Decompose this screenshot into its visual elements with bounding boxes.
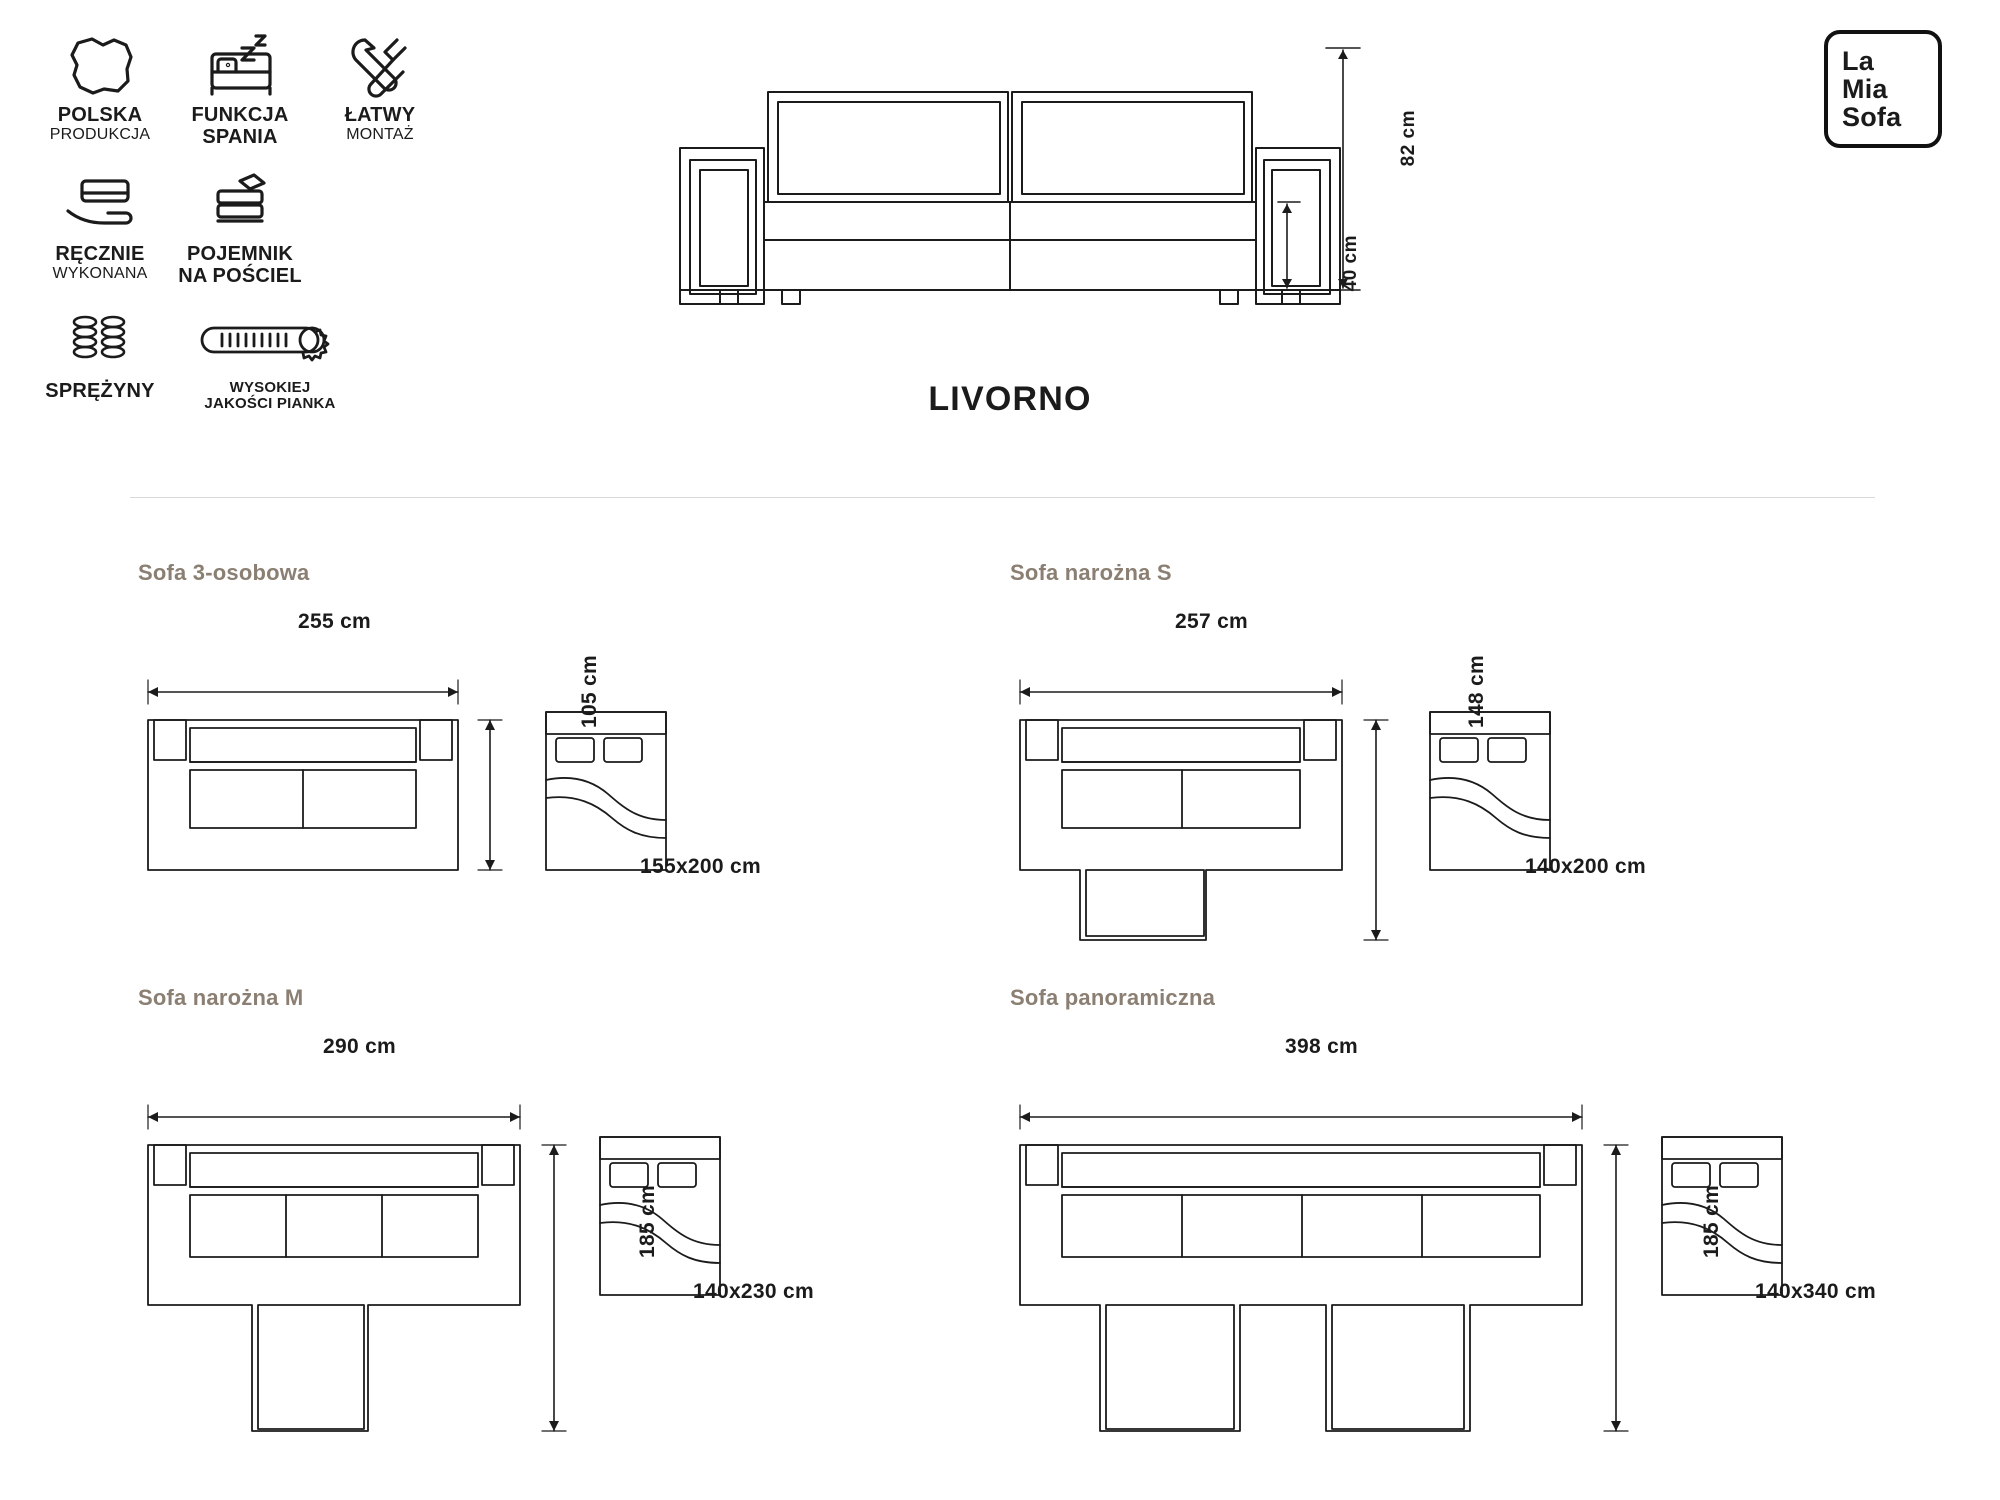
panel-width-label: 290 cm bbox=[323, 1035, 397, 1058]
feature-label-line2: SPANIA bbox=[202, 126, 278, 149]
panel-bed-size-label: 140x200 cm bbox=[1525, 855, 1646, 878]
panel-width-label: 255 cm bbox=[298, 610, 372, 633]
panel-width-label: 257 cm bbox=[1175, 610, 1249, 633]
header-section bbox=[0, 0, 2000, 500]
poland-map-icon bbox=[30, 26, 170, 104]
panel-depth-label: 185 cm bbox=[1700, 1185, 1723, 1259]
panel-bed-size-label: 140x230 cm bbox=[693, 1280, 814, 1303]
panel-bed-size-label: 140x340 cm bbox=[1755, 1280, 1876, 1303]
panel-title: Sofa panoramiczna bbox=[1010, 985, 1216, 1010]
brand-line-2: Mia bbox=[1842, 73, 1888, 104]
feature-label-line1: POJEMNIK bbox=[186, 242, 294, 265]
feature-label-line1: SPRĘŻYNY bbox=[45, 379, 155, 402]
feature-label-line2: NA POŚCIEL bbox=[178, 265, 302, 288]
panel-sofa-panoramiczna bbox=[1010, 985, 1970, 1415]
feature-pojemnik-na-posciel bbox=[170, 157, 310, 288]
feature-row-3 bbox=[30, 294, 470, 414]
brand-line-3: Sofa bbox=[1842, 102, 1902, 133]
panel-title: Sofa narożna M bbox=[138, 985, 304, 1010]
panel-title: Sofa narożna S bbox=[1010, 560, 1172, 585]
bedding-box-icon bbox=[170, 165, 310, 243]
tools-icon bbox=[310, 26, 450, 104]
hero-height-seat-label: 40 cm bbox=[1340, 235, 1361, 292]
feature-label-line1: RĘCZNIE bbox=[55, 242, 145, 265]
brand-line-1: La bbox=[1842, 45, 1874, 76]
feature-wysokiej-jakosci-pianka bbox=[170, 294, 370, 414]
foam-quality-icon bbox=[170, 302, 370, 380]
feature-icon-grid bbox=[30, 18, 470, 413]
sleeping-bed-icon bbox=[170, 26, 310, 104]
panel-width-label: 398 cm bbox=[1285, 1035, 1359, 1058]
model-name: LIVORNO bbox=[928, 380, 1092, 418]
feature-recznie-wykonana bbox=[30, 157, 170, 283]
hand-sofa-icon bbox=[30, 165, 170, 243]
panel-depth-label: 185 cm bbox=[636, 1185, 659, 1259]
hero-sofa-drawing bbox=[660, 40, 1360, 300]
feature-label-line1: WYSOKIEJ bbox=[229, 378, 311, 396]
springs-icon bbox=[30, 302, 170, 380]
feature-label-line1: FUNKCJA bbox=[191, 104, 289, 126]
feature-label-line1: POLSKA bbox=[57, 104, 143, 126]
hero-height-total-label: 82 cm bbox=[1398, 110, 1419, 167]
feature-label-line2: MONTAŻ bbox=[346, 126, 414, 144]
feature-polska-produkcja bbox=[30, 18, 170, 144]
panel-title: Sofa 3-osobowa bbox=[138, 560, 310, 585]
feature-funkcja-spania bbox=[170, 18, 310, 149]
feature-row-2 bbox=[30, 157, 470, 288]
feature-sprezyny bbox=[30, 294, 170, 402]
feature-label-line1: ŁATWY bbox=[344, 104, 416, 126]
panel-sofa-narozna-m bbox=[138, 985, 998, 1415]
section-divider bbox=[130, 497, 1875, 498]
feature-latwy-montaz bbox=[310, 18, 450, 144]
panel-sofa-narozna-s bbox=[1010, 560, 1870, 920]
panel-depth-label: 105 cm bbox=[578, 655, 601, 729]
panel-depth-label: 148 cm bbox=[1465, 655, 1488, 729]
panel-sofa-3-osobowa bbox=[138, 560, 968, 920]
panel-bed-size-label: 155x200 cm bbox=[640, 855, 761, 878]
feature-label-line2: JAKOŚCI PIANKA bbox=[204, 395, 336, 413]
feature-label-line2: WYKONANA bbox=[52, 265, 148, 283]
feature-row-1 bbox=[30, 18, 470, 149]
brand-logo bbox=[1824, 30, 1942, 148]
feature-label-line2: PRODUKCJA bbox=[49, 126, 151, 144]
